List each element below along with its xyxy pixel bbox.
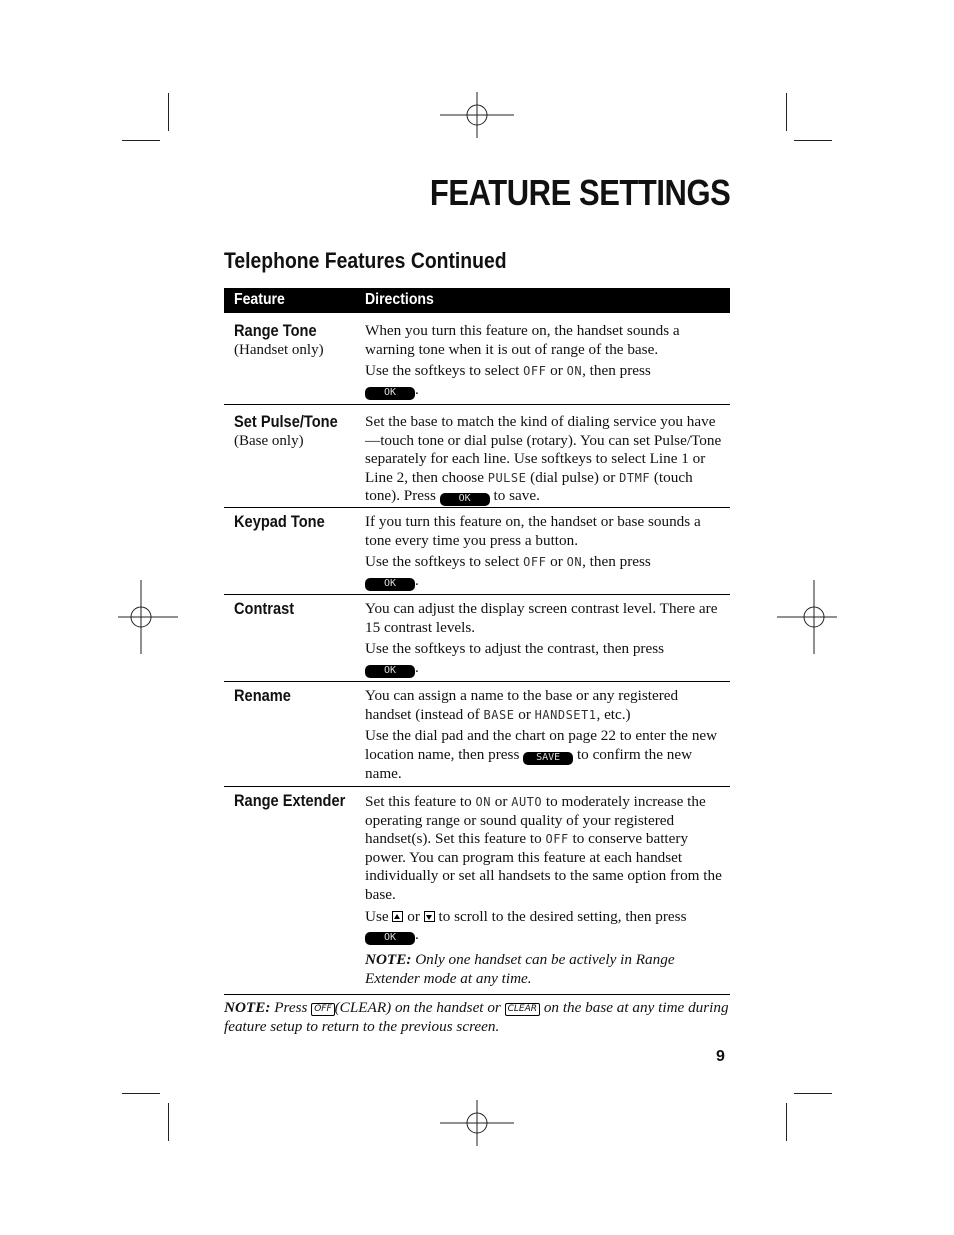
lcd-text: BASE [483, 707, 515, 722]
registration-mark-icon [440, 1086, 514, 1160]
off-key-icon: OFF [311, 1003, 334, 1016]
lcd-text: DTMF [619, 470, 651, 485]
registration-mark-icon [777, 580, 851, 654]
feature-note: (Handset only) [234, 342, 324, 358]
direction-text: Use the softkeys to adjust the contrast, then press OK . [365, 640, 665, 676]
crop-mark [794, 1093, 832, 1094]
feature-name: Set Pulse/Tone [234, 412, 338, 431]
section-title: Telephone Features Continued [224, 248, 507, 273]
feature-name: Range Tone [234, 321, 317, 340]
ok-softkey-icon: OK [365, 932, 415, 945]
ok-softkey-icon: OK [365, 387, 415, 400]
lcd-text: ON [566, 555, 583, 570]
ok-softkey-icon: OK [365, 578, 415, 591]
crop-mark [794, 140, 832, 141]
direction-text: Use the dial pad and the chart on page 22 to enter the new location name, then press SAVE to confirm the new name. [365, 727, 718, 782]
ok-softkey-icon: OK [365, 665, 415, 678]
save-softkey-icon: SAVE [523, 752, 573, 765]
feature-note: (Base only) [234, 433, 304, 449]
direction-text: If you turn this feature on, the handset or base sounds a tone every time you press a button. [365, 513, 701, 549]
lcd-text: ON [566, 364, 583, 379]
lcd-text: ON [475, 795, 491, 809]
feature-name: Contrast [234, 599, 295, 618]
table-header [224, 288, 730, 313]
crop-mark [786, 93, 787, 131]
direction-text: Use the softkeys to select OFF or ON, then press OK . [365, 362, 651, 398]
table-row-keypad-tone [224, 508, 730, 595]
direction-text: Set the base to match the kind of dialing service you have—touch tone or dial pulse (rotary). You can set Pulse/Tone separately for each line. Use softkeys to select Line 1 or Line 2, then choose PULSE (dial pulse) or DTMF (touch tone). Press OK to save. [365, 413, 722, 505]
clear-key-icon: CLEAR [505, 1003, 540, 1016]
feature-name: Rename [234, 686, 291, 705]
crop-mark [122, 1093, 160, 1094]
lcd-text: AUTO [511, 795, 543, 809]
table-row-contrast [224, 595, 730, 682]
bottom-note: NOTE: Press OFF (CLEAR) on the handset or CLEAR on the base at any time during feature setup to return to the previous screen. [224, 999, 729, 1035]
feature-directions [365, 687, 727, 783]
crop-mark [786, 1103, 787, 1141]
registration-mark-icon [104, 580, 178, 654]
lcd-text: OFF [523, 555, 547, 570]
column-header-directions: Directions [365, 291, 434, 308]
lcd-text: OFF [545, 832, 569, 847]
lcd-text: PULSE [487, 470, 527, 485]
lcd-text: HANDSET1 [534, 707, 597, 722]
crop-mark [168, 93, 169, 131]
table-row-set-pulse-tone [224, 405, 730, 508]
feature-directions [365, 600, 727, 678]
table-row-range-tone [224, 313, 730, 405]
crop-mark [122, 140, 160, 141]
lcd-text: OFF [523, 364, 547, 379]
direction-text: You can adjust the display screen contrast level. There are 15 contrast levels. [365, 600, 718, 636]
down-arrow-key-icon [424, 911, 435, 922]
direction-text: When you turn this feature on, the handset sounds a warning tone when it is out of range of the base. [365, 322, 680, 358]
registration-mark-icon [440, 78, 514, 152]
range-extender-note: NOTE: Only one handset can be actively in Range Extender mode at any time. [365, 951, 675, 987]
direction-text: Use or to scroll to the desired setting, then press OK . [365, 907, 687, 944]
feature-directions [365, 322, 727, 400]
feature-name: Keypad Tone [234, 512, 325, 531]
column-header-feature: Feature [234, 291, 285, 308]
ok-softkey-icon: OK [440, 493, 490, 506]
table-row-rename [224, 682, 730, 787]
direction-text: You can assign a name to the base or any registered handset (instead of BASE or HANDSET1, etc.) [365, 687, 679, 723]
page-number: 9 [716, 1048, 725, 1065]
crop-mark [168, 1103, 169, 1141]
up-arrow-key-icon [392, 911, 403, 922]
feature-directions [365, 413, 727, 506]
feature-directions [365, 513, 727, 591]
feature-table [224, 288, 730, 995]
direction-text: Set this feature to ON or AUTO to moderately increase the operating range or sound quality of your registered handset(s). Set this feature to OFF to conserve battery power. You can program this feature at each handset individually or set all handsets to the same option from the base. [365, 793, 722, 903]
feature-directions [365, 793, 727, 988]
table-row-range-extender [224, 787, 730, 995]
feature-name: Range Extender [234, 791, 346, 810]
page-title: FEATURE SETTINGS [429, 172, 730, 213]
direction-text: Use the softkeys to select OFF or ON, then press OK . [365, 553, 651, 589]
